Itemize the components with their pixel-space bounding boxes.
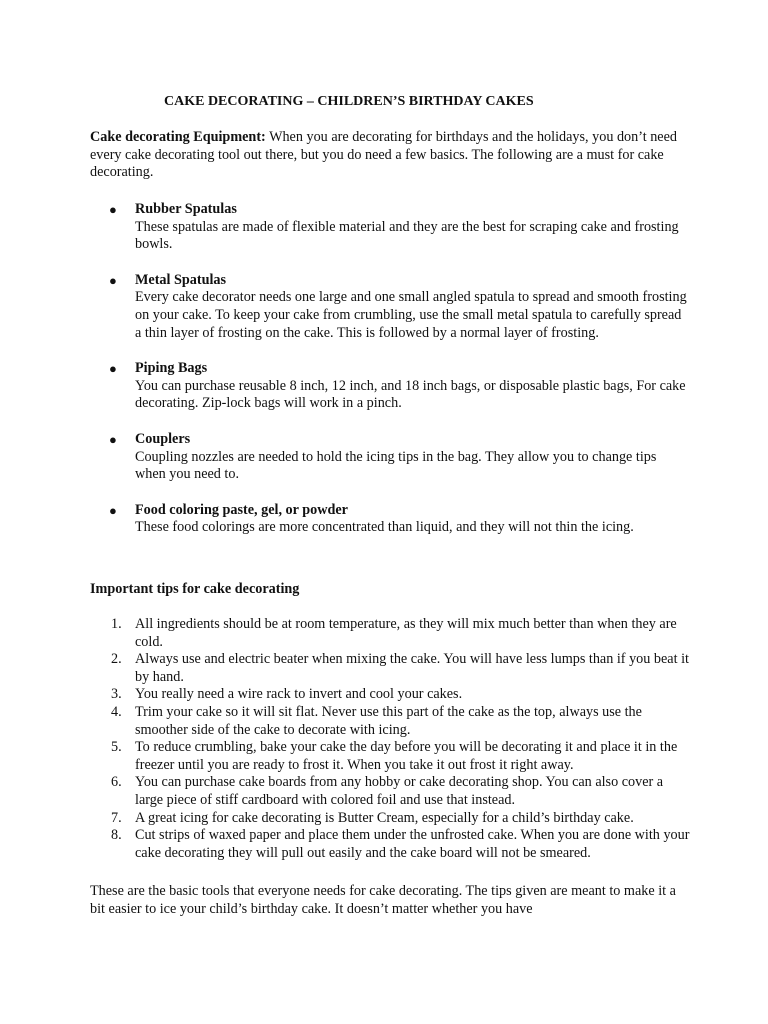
tip-number: 6. (111, 774, 122, 791)
tip-text: To reduce crumbling, bake your cake the day before you will be decorating it and place it in the freezer until you are ready to frost it. When you take it out frost it right away. (135, 739, 678, 773)
tip-item (90, 827, 690, 862)
equipment-description: You can purchase reusable 8 inch, 12 inch, and 18 inch bags, or disposable plastic bags, For cake decorating. Zip-lock bags will work in a pinch. (135, 377, 686, 412)
tip-text: Trim your cake so it will sit flat. Never use this part of the cake as the top, always use the smoother side of the cake to decorate with icing. (135, 703, 642, 738)
equipment-item (90, 431, 690, 484)
equipment-heading: Piping Bags (135, 360, 208, 377)
tip-item (90, 810, 690, 828)
tip-number: 4. (111, 703, 122, 720)
intro-text: When you are decorating for birthdays and the holidays, you don’t need every cake decorating tool out there, but you do need a few basics. The following are a must for cake decorating. (90, 129, 677, 181)
bullet-icon: ● (109, 431, 117, 447)
tip-number: 5. (111, 739, 122, 756)
equipment-description: Every cake decorator needs one large and one small angled spatula to spread and smooth frosting on your cake. To keep your cake from crumbling, use the small metal spatula to carefully spread a thin layer of frosting on the cake. This is followed by a normal layer of frosting. (135, 289, 687, 341)
tip-number: 7. (111, 809, 122, 826)
equipment-list (90, 201, 690, 555)
tip-text: You can purchase cake boards from any hobby or cake decorating shop. You can also cover a large piece of stiff cardboard with colored foil and use that instead. (135, 774, 664, 808)
tip-item (90, 704, 690, 739)
equipment-description: Coupling nozzles are needed to hold the icing tips in the bag. They allow you to change tips when you need to. (135, 448, 657, 483)
equipment-heading: Rubber Spatulas (135, 201, 237, 217)
tip-text: A great icing for cake decorating is Butter Cream, especially for a child’s birthday cake. (135, 809, 634, 826)
tip-item (90, 739, 690, 774)
tip-number: 3. (111, 686, 122, 703)
document-title: CAKE DECORATING – CHILDREN’S BIRTHDAY CAKES (164, 94, 534, 109)
equipment-heading: Food coloring paste, gel, or powder (135, 501, 348, 518)
equipment-item (90, 201, 690, 254)
tip-number: 1. (111, 616, 122, 632)
equipment-item (90, 502, 690, 537)
tip-text: Always use and electric beater when mixing the cake. You will have less lumps than if you beat it by hand. (135, 651, 689, 685)
bullet-icon: ● (109, 361, 117, 377)
tip-number: 2. (111, 651, 122, 668)
equipment-item (90, 360, 690, 413)
tip-number: 8. (111, 827, 122, 844)
intro-label: Cake decorating Equipment: (90, 129, 266, 145)
equipment-description: These spatulas are made of flexible material and they are the best for scraping cake and frosting bowls. (135, 218, 679, 253)
bullet-icon: ● (109, 202, 117, 217)
tip-text: All ingredients should be at room temperature, as they will mix much better than when they are cold. (135, 616, 677, 650)
bullet-icon: ● (109, 272, 117, 288)
tips-list (90, 616, 690, 862)
tip-item (90, 651, 690, 686)
equipment-heading: Metal Spatulas (135, 271, 227, 288)
tip-item (90, 616, 690, 651)
tips-heading: Important tips for cake decorating (90, 581, 300, 597)
equipment-description: These food colorings are more concentrated than liquid, and they will not thin the icing. (135, 519, 634, 536)
bullet-icon: ● (109, 502, 117, 518)
equipment-heading: Couplers (135, 430, 191, 447)
tip-item (90, 686, 690, 704)
tip-text: You really need a wire rack to invert and cool your cakes. (135, 686, 463, 703)
closing-paragraph: These are the basic tools that everyone needs for cake decorating. The tips given are meant to make it a bit easier to ice your child’s birthday cake. It doesn’t matter whether you have (90, 883, 676, 917)
tip-item (90, 774, 690, 809)
equipment-item (90, 272, 690, 342)
tip-text: Cut strips of waxed paper and place them under the unfrosted cake. When you are done with your cake decorating they will pull out easily and the cake board will not be smeared. (135, 827, 690, 861)
intro-paragraph (90, 129, 690, 182)
